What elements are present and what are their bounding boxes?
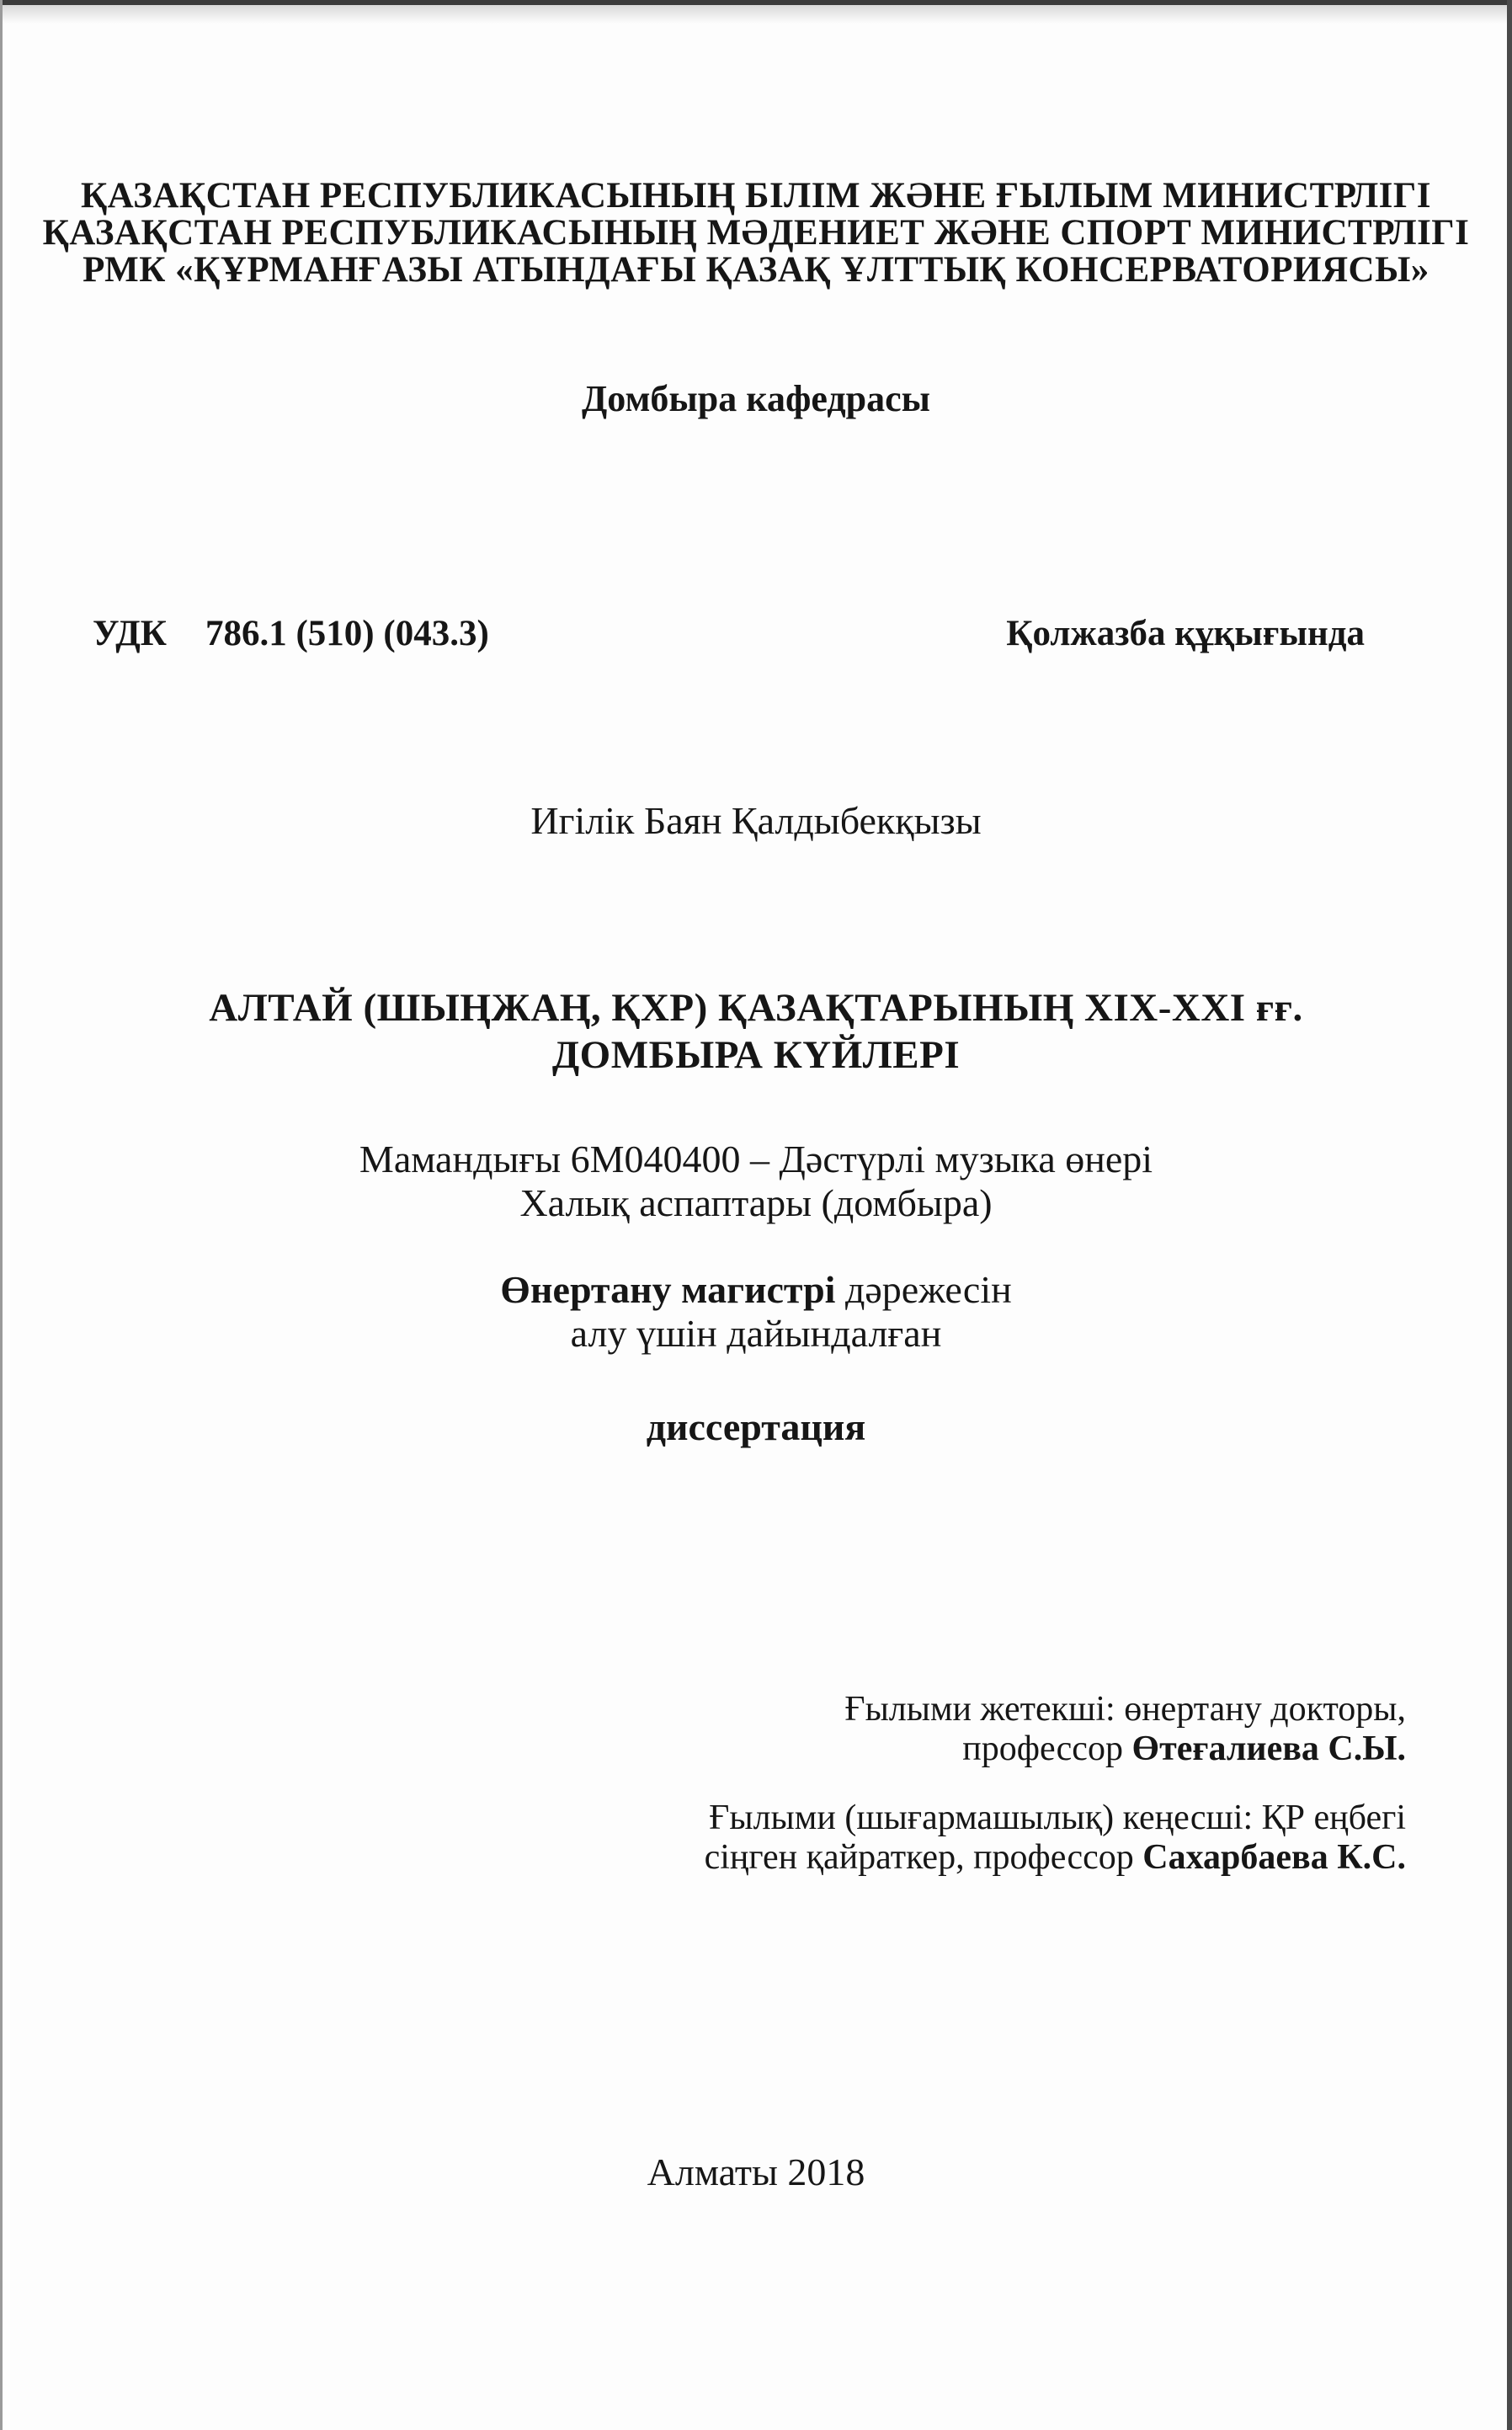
consultant-name: Сахарбаева К.С. [1142,1838,1406,1877]
degree-line1 [0,1267,1512,1312]
scan-border-top [0,0,1512,5]
work-type: диссертация [646,1405,866,1448]
udk-code: 786.1 (510) (043.3) [205,614,489,653]
scan-shadow [0,5,1512,24]
department-name: Домбыра кафедрасы [582,378,930,419]
supervisor-line2 [962,1729,1406,1769]
author-name: Игілік Баян Қалдыбекқызы [530,799,982,842]
degree-line2: алу үшін дайындалған [570,1312,942,1355]
conservatory-header: РМК «ҚҰРМАНҒАЗЫ АТЫНДАҒЫ ҚАЗАҚ ҰЛТТЫҚ КОНСЕРВАТОРИЯСЫ» [83,250,1429,290]
consultant-line1: Ғылыми (шығармашылық) кеңесші: ҚР еңбегі [709,1799,1406,1837]
thesis-title-line2: ДОМБЫРА КҮЙЛЕРІ [551,1033,961,1077]
manuscript-rights: Қолжазба құқығында [1006,614,1365,653]
supervisor-name: Өтеғалиева С.Ы. [1131,1729,1406,1768]
consultant-line2 [705,1837,1406,1878]
degree-title: Өнертану магистрі [500,1268,836,1311]
degree-suffix: дәрежесін [835,1268,1012,1311]
consultant-title: сіңген қайраткер, профессор [704,1838,1143,1877]
ministry-education-header: ҚАЗАҚСТАН РЕСПУБЛИКАСЫНЫҢ БІЛІМ ЖӘНЕ ҒЫЛЫМ МИНИСТРЛІГІ [81,176,1431,216]
supervisor-line1: Ғылыми жетекші: өнертану докторы, [844,1690,1406,1729]
udk-block [93,613,489,654]
specialty-line1: Мамандығы 6М040400 – Дәстүрлі музыка өнері [359,1138,1153,1180]
supervisor-title: профессор [962,1729,1132,1768]
city-year: Алматы 2018 [647,2150,865,2193]
ministry-culture-header: ҚАЗАҚСТАН РЕСПУБЛИКАСЫНЫҢ МӘДЕНИЕТ ЖӘНЕ СПОРТ МИНИСТРЛІГІ [42,213,1470,253]
specialty-line2: Халық аспаптары (домбыра) [519,1181,993,1224]
udk-label: УДК [93,614,167,653]
thesis-title-line1: АЛТАЙ (ШЫҢЖАҢ, ҚХР) ҚАЗАҚТАРЫНЫҢ XIX-XXI ғғ. [209,986,1303,1030]
